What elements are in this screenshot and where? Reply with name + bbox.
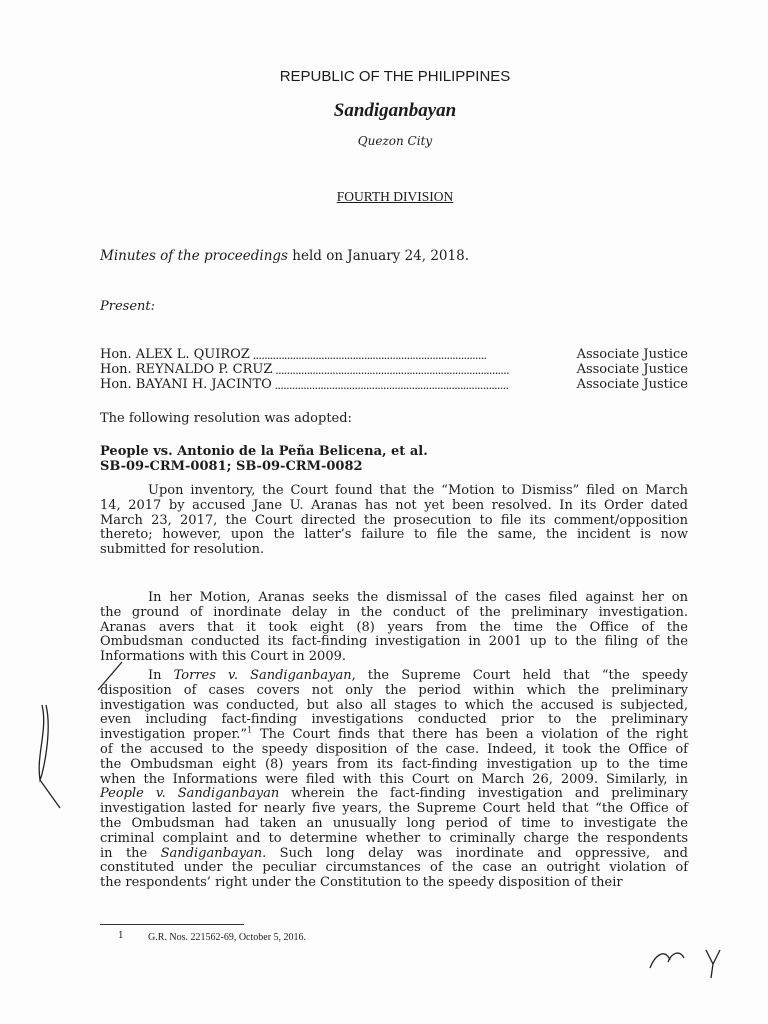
text-segment: 14, 2017 by accused Jane U. Aranas has not yet been resolved. In its Order dated — [100, 497, 688, 513]
text-segment: of the accused to the speedy disposition of the case. Indeed, it took the Office of — [100, 742, 688, 757]
justice-title: Associate Justice — [576, 377, 688, 392]
text-segment: . Such long delay was inordinate and oppressive, and — [262, 845, 688, 861]
leader-dots: .................................................................................. — [274, 377, 509, 392]
justice-name: Hon. ALEX L. QUIROZ — [100, 347, 250, 362]
footnote-text: G.R. Nos. 221562-69, October 5, 2016. — [148, 932, 307, 943]
text-segment: investigation was conducted, but also all stages to which the accused is subjected, — [100, 697, 688, 713]
case-title: People vs. Antonio de la Peña Belicena, et al. — [100, 444, 428, 459]
text-segment: Aranas avers that it took eight (8) years from the time the Office of the — [100, 619, 688, 635]
text-segment: March 23, 2017, the Court directed the prosecution to file its comment/opposition — [100, 512, 688, 528]
leader-dots: .................................................................................. — [275, 362, 510, 377]
text-segment: Torres v. Sandiganbayan — [173, 668, 352, 683]
text-segment: the Ombudsman eight (8) years from its fact-finding investigation up to the time — [100, 756, 688, 772]
court-name: Sandiganbayan — [333, 100, 457, 121]
text-segment: investigation lasted for nearly five years, the Supreme Court held that “the Office of — [100, 801, 688, 817]
text-segment: in the — [100, 845, 161, 861]
text-segment: The Court finds that there has been a violation of the right — [252, 727, 688, 743]
margin-initial-mark — [39, 662, 122, 808]
text-segment: Informations with this Court in 2009. — [100, 649, 346, 665]
text-segment: , the Supreme Court held that “the speedy — [351, 668, 688, 683]
republic-heading: REPUBLIC OF THE PHILIPPINES — [279, 68, 511, 85]
leader-dots: .................................................................................. — [252, 347, 487, 362]
minutes-date: held on January 24, 2018. — [287, 248, 469, 264]
justice-title: Associate Justice — [576, 347, 688, 362]
text-segment: In — [148, 668, 174, 683]
text-segment: People v. Sandiganbayan — [100, 786, 280, 802]
case-numbers: SB-09-CRM-0081; SB-09-CRM-0082 — [100, 459, 363, 474]
present-label: Present: — [100, 299, 155, 314]
text-segment: wherein the fact-finding investigation and preliminary — [279, 786, 688, 802]
text-segment: the Ombudsman had taken an unusually long period of time to investigate the — [100, 816, 688, 831]
text-segment: constituted under the peculiar circumstances of the case an outright violation of — [100, 860, 688, 876]
text-segment: when the Informations were filed with this Court on March 26, 2009. Similarly, in — [100, 771, 688, 787]
text-segment: Upon inventory, the Court found that the “Motion to Dismiss” filed on March — [148, 483, 688, 498]
text-segment: Sandiganbayan — [160, 845, 263, 861]
text-segment: the ground of inordinate delay in the conduct of the preliminary investigation. — [100, 604, 688, 620]
text-segment: the respondents’ right under the Constitution to the speedy disposition of their — [100, 875, 623, 891]
court-city: Quezon City — [357, 134, 433, 148]
text-segment: investigation proper.” — [100, 727, 248, 743]
text-segment: submitted for resolution. — [100, 542, 265, 558]
resolution-intro: The following resolution was adopted: — [100, 411, 352, 426]
text-segment: disposition of cases covers not only the period within which the preliminary — [100, 682, 688, 698]
footnote-mark: 1 — [118, 931, 124, 941]
justice-name: Hon. REYNALDO P. CRUZ — [100, 362, 273, 377]
minutes-italic: Minutes of the proceedings — [100, 248, 288, 264]
text-segment: even including fact-finding investigations conducted prior to the preliminary — [100, 712, 688, 728]
justice-name: Hon. BAYANI H. JACINTO — [100, 377, 272, 392]
division-label: FOURTH DIVISION — [336, 189, 454, 204]
text-segment: 1 — [247, 725, 253, 735]
text-segment: In her Motion, Aranas seeks the dismissal of the cases filed against her on — [148, 590, 688, 605]
signature-initials — [650, 950, 720, 978]
justice-title: Associate Justice — [576, 362, 688, 377]
text-segment: criminal complaint and to determine whether to criminally charge the respondents — [100, 830, 688, 846]
text-segment: thereto; however, upon the latter’s failure to file the same, the incident is now — [100, 527, 688, 543]
text-segment: Ombudsman conducted its fact-finding investigation in 2001 up to the filing of the — [100, 634, 688, 650]
